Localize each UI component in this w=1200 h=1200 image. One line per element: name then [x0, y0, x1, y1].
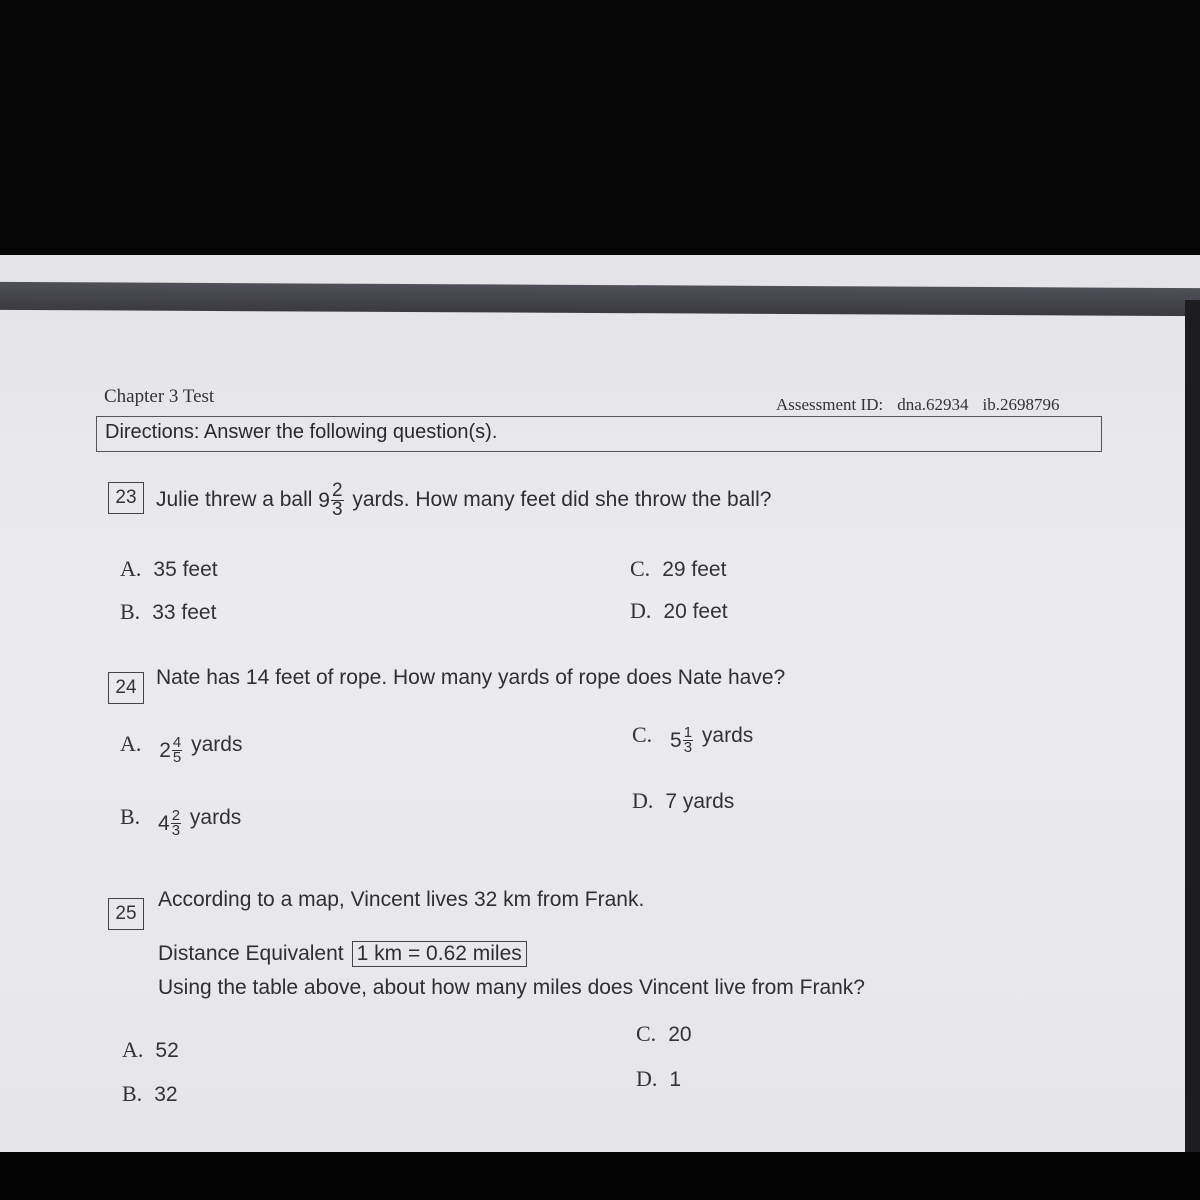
fraction: [683, 726, 693, 755]
fraction-denominator: 3: [331, 499, 343, 520]
option-letter: B.: [120, 599, 141, 624]
question-number-24: 24: [108, 672, 144, 704]
chapter-title: Chapter 3 Test: [104, 386, 215, 407]
option-letter: A.: [120, 556, 142, 581]
option-text: 52: [155, 1039, 179, 1062]
question-23-mixed-number: [318, 482, 346, 519]
monitor-bezel-right: [1185, 300, 1200, 1152]
mixed-whole: 5: [670, 728, 682, 752]
mixed-whole: 2: [159, 738, 171, 762]
q24-option-d[interactable]: [632, 788, 734, 814]
mixed-whole: 4: [158, 811, 170, 835]
distance-equivalent-row: [158, 941, 527, 967]
option-text: 20 feet: [663, 600, 728, 623]
option-letter: C.: [630, 556, 651, 581]
fraction-numerator: 2: [331, 480, 343, 501]
option-letter: B.: [120, 804, 141, 830]
mixed-number: [670, 726, 696, 755]
option-unit: yards: [189, 806, 242, 830]
option-text: 7 yards: [665, 790, 735, 813]
q23-option-a[interactable]: [120, 556, 218, 582]
q24-option-b[interactable]: [120, 799, 241, 838]
q23-option-b[interactable]: [120, 599, 216, 625]
mixed-whole: 9: [318, 488, 330, 512]
question-24-text: Nate has 14 feet of rope. How many yards of rope does Nate have?: [156, 666, 786, 689]
option-letter: D.: [632, 788, 654, 813]
fraction: [331, 482, 344, 519]
option-letter: C.: [636, 1021, 657, 1046]
question-number-23: 23: [108, 482, 144, 514]
assessment-id-ib: ib.2698796: [982, 395, 1060, 414]
photo-background-top: [0, 0, 1200, 255]
question-25-text: According to a map, Vincent lives 32 km from Frank.: [158, 888, 645, 911]
fraction-numerator: 1: [683, 724, 693, 741]
distance-equivalent-label: Distance Equivalent: [158, 942, 344, 965]
q25-option-b[interactable]: [122, 1081, 178, 1107]
q23-option-d[interactable]: [630, 598, 728, 624]
assessment-id: [776, 395, 1073, 415]
option-letter: D.: [630, 598, 652, 623]
option-text: 20: [668, 1023, 692, 1046]
option-letter: C.: [632, 722, 653, 748]
q24-option-a[interactable]: [120, 726, 242, 765]
question-25-prompt: Using the table above, about how many miles does Vincent live from Frank?: [158, 976, 865, 999]
option-text: 35 feet: [153, 558, 218, 581]
option-text: 29 feet: [662, 558, 727, 581]
option-text: 1: [669, 1068, 682, 1091]
question-23-text-before: Julie threw a ball: [156, 488, 313, 512]
directions-box: [96, 416, 1102, 452]
fraction: [172, 736, 182, 765]
option-text: 32: [154, 1083, 178, 1106]
question-number-25: 25: [108, 898, 144, 930]
fraction-denominator: 3: [171, 822, 181, 839]
fraction-numerator: 4: [172, 734, 182, 751]
option-text: 33 feet: [152, 601, 217, 624]
q24-option-c[interactable]: [632, 718, 753, 755]
q23-option-c[interactable]: [630, 556, 726, 582]
photo-background-bottom: [0, 1152, 1200, 1200]
option-letter: A.: [120, 731, 142, 757]
fraction-denominator: 5: [172, 749, 182, 766]
question-23-text-after: yards. How many feet did she throw the ball?: [352, 488, 772, 512]
option-letter: A.: [122, 1037, 144, 1062]
q25-option-a[interactable]: [122, 1037, 179, 1063]
distance-equivalent-table: 1 km = 0.62 miles: [352, 941, 527, 967]
mixed-number: [159, 736, 185, 765]
q25-option-c[interactable]: [636, 1021, 692, 1047]
option-letter: D.: [636, 1066, 658, 1091]
option-unit: yards: [191, 733, 243, 757]
assessment-label: Assessment ID:: [776, 395, 884, 414]
option-unit: yards: [701, 724, 754, 748]
mixed-number: [158, 809, 184, 838]
question-23-text: [156, 482, 771, 519]
fraction-denominator: 3: [683, 739, 693, 756]
option-letter: B.: [122, 1081, 143, 1106]
directions-text: Directions: Answer the following question(s).: [105, 421, 498, 443]
assessment-id-dna: dna.62934: [897, 395, 969, 414]
q25-option-d[interactable]: [636, 1066, 681, 1092]
fraction: [171, 809, 181, 838]
fraction-numerator: 2: [171, 807, 181, 824]
